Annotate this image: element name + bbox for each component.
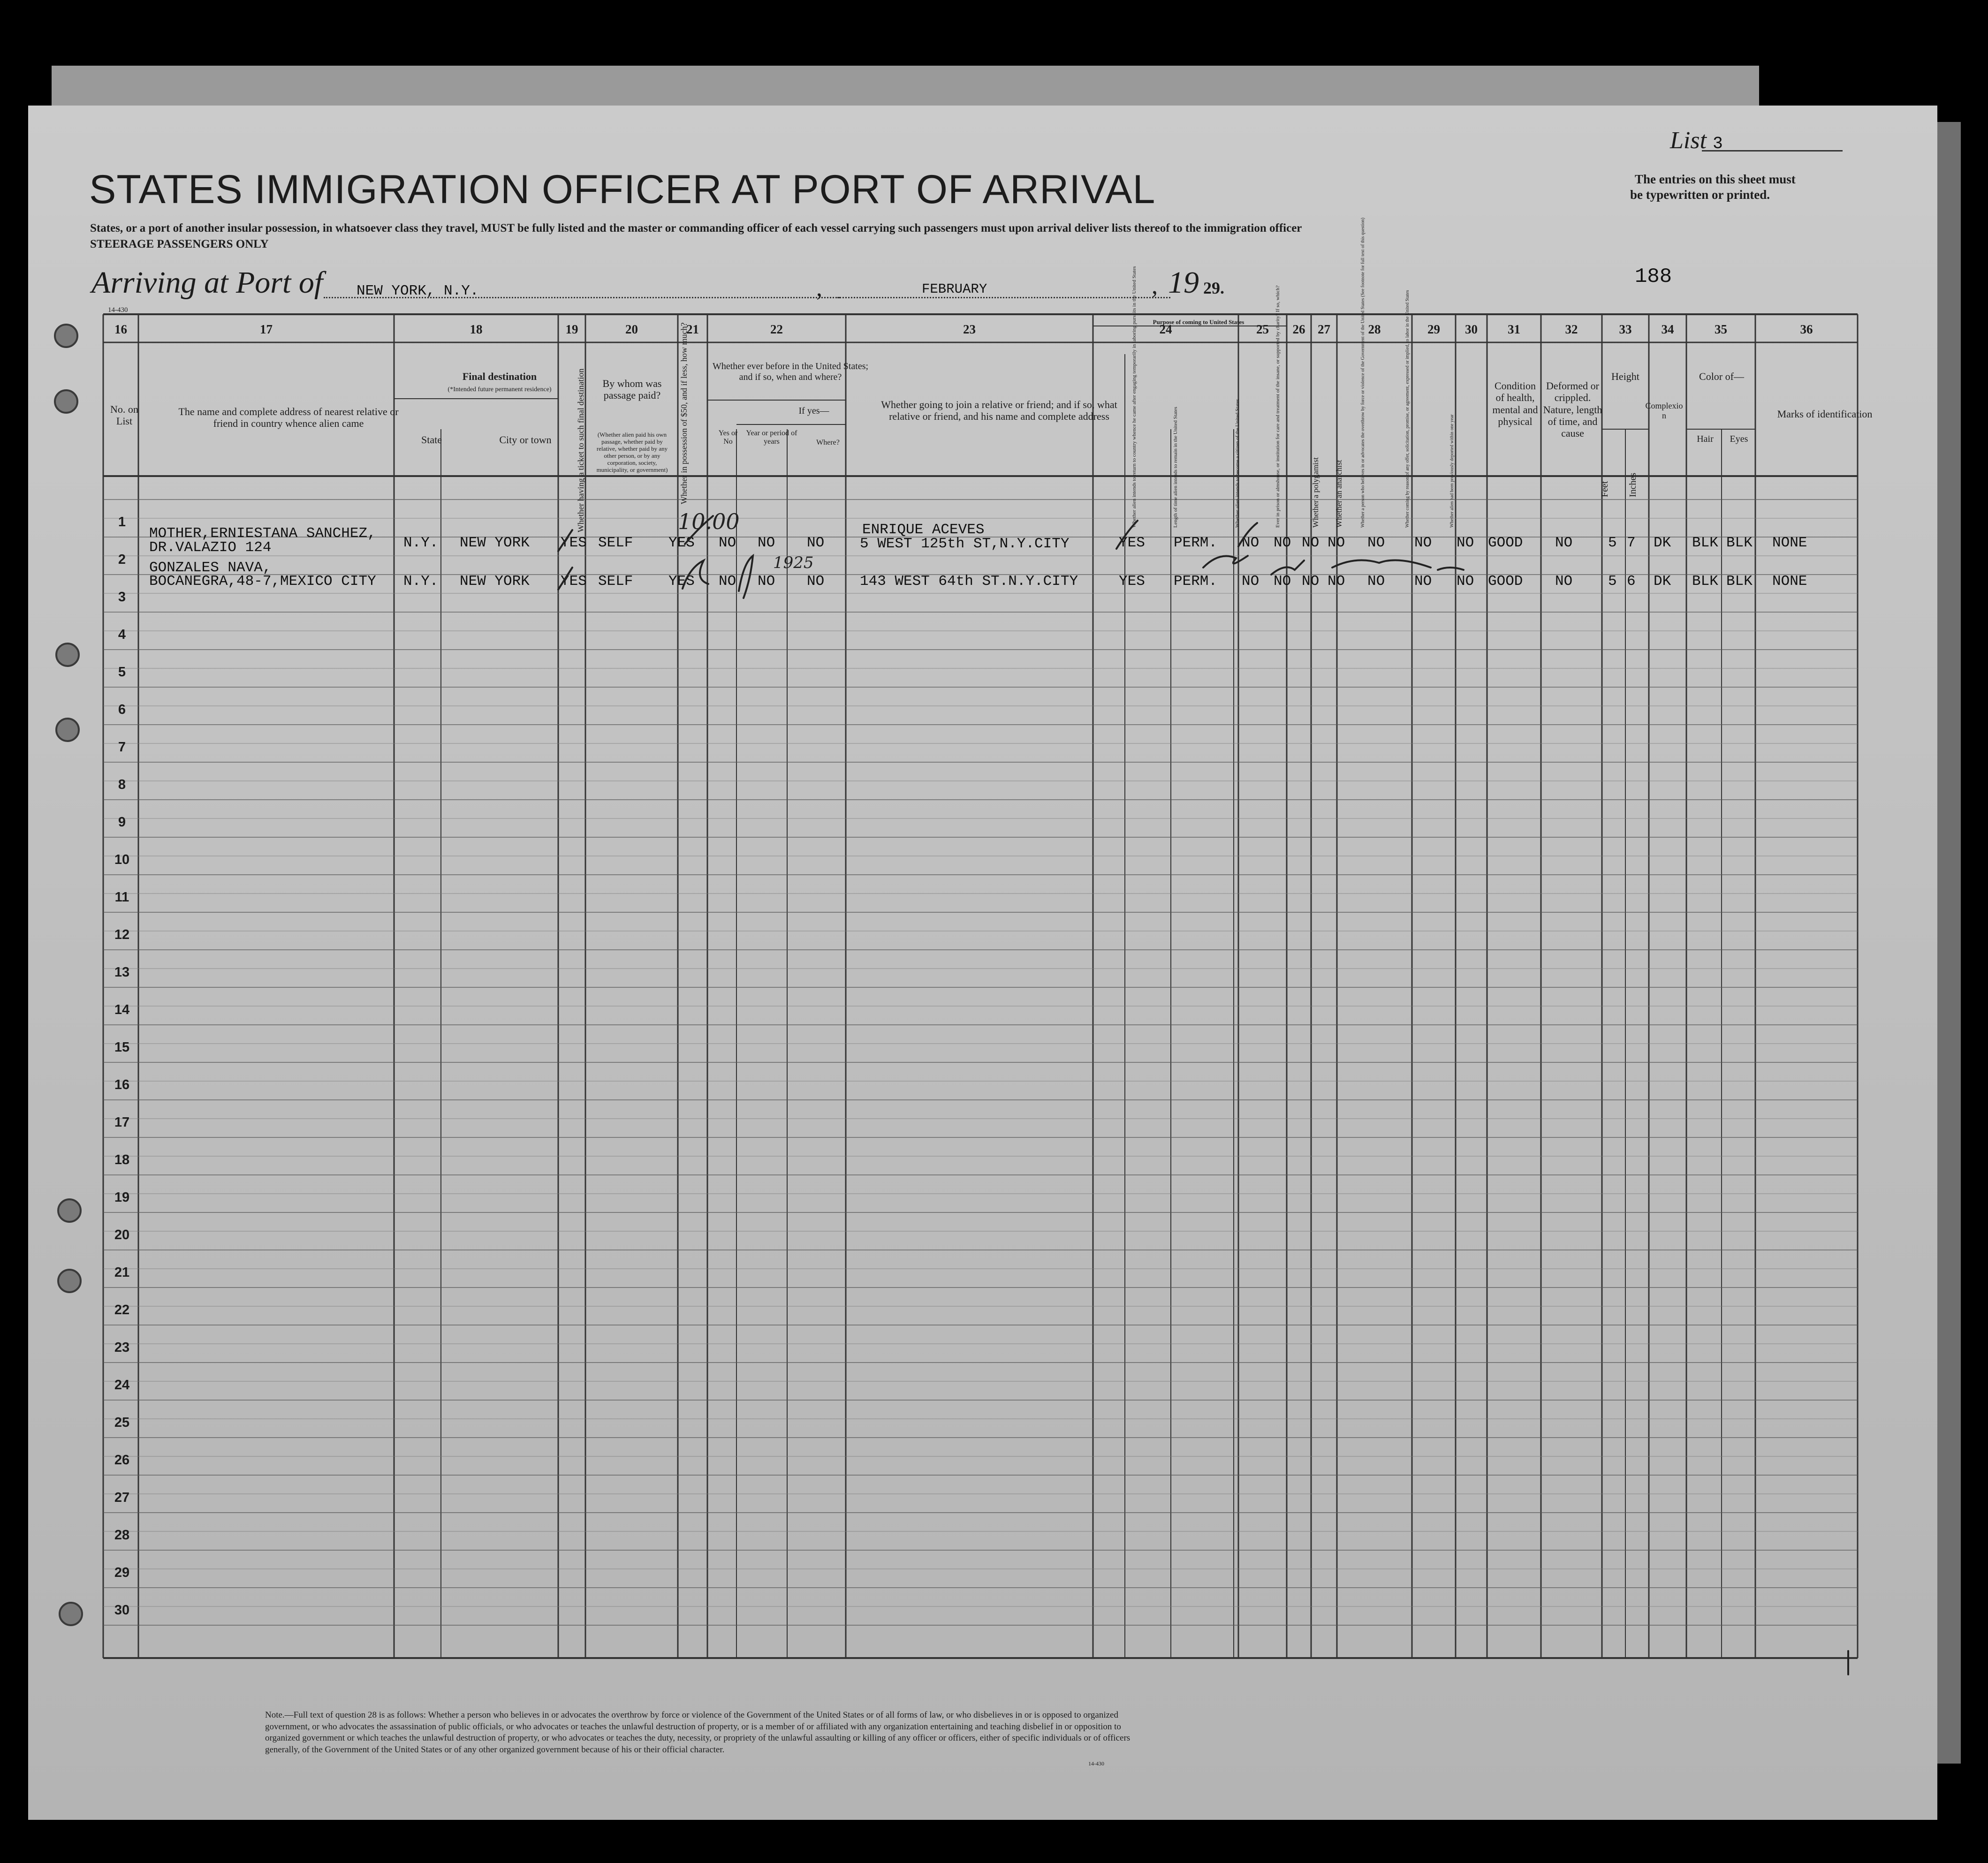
- row-2-length: PERM.: [1174, 573, 1218, 590]
- row-1-polygamist: NO: [1302, 535, 1320, 551]
- row-1-before-where: NO: [807, 535, 825, 551]
- row-number: 18: [114, 1152, 130, 1167]
- row-1-relative-line-1: MOTHER,ERNIESTANA SANCHEZ,: [149, 525, 376, 542]
- row-2-anarchist: NO: [1328, 573, 1345, 590]
- row-1-return: YES: [1119, 535, 1145, 551]
- col-27-header: Whether an anarchist: [1335, 460, 1343, 528]
- row-number: 22: [114, 1303, 130, 1318]
- row-number: 21: [114, 1265, 130, 1280]
- column-number: 24: [1159, 322, 1172, 336]
- list-label: List 3: [1670, 127, 1723, 154]
- length-scribble: [1203, 556, 1248, 568]
- column-number: 23: [963, 322, 976, 336]
- prison-scribble: [1271, 560, 1304, 575]
- col-22-header: Whether ever before in the United States; and if so, when and where?: [712, 361, 869, 382]
- instruction-line: States, or a port of another insular possession, in whatsoever class they travel, MUST be fully listed and the master or commanding officer of each vessel carrying such passengers must upon arrival deliver lists thereof to the immigration officer: [90, 222, 1302, 235]
- col-18-state: State: [421, 434, 442, 446]
- before-scribble: [739, 556, 753, 598]
- row-1-money-handwritten: 10.00: [678, 509, 740, 534]
- col-36-header: Marks of identification: [1777, 408, 1873, 420]
- col-18-header: Final destination: [462, 371, 537, 382]
- row-2-before: NO: [719, 573, 736, 590]
- col-22-where: Where?: [816, 439, 840, 447]
- column-number: 31: [1508, 322, 1520, 336]
- row-1-before: NO: [719, 535, 736, 551]
- row-2-relative-line-2: BOCANEGRA,48-7,MEXICO CITY: [149, 573, 376, 590]
- column-number: 18: [470, 322, 483, 336]
- row-1-prison: NO: [1274, 535, 1291, 551]
- row-1-paid-by: SELF: [598, 535, 633, 551]
- row-number: 25: [114, 1415, 130, 1430]
- row-1-deported: NO: [1457, 535, 1474, 551]
- row-2-relative-line-1: GONZALES NAVA,: [149, 560, 272, 576]
- col-25-header: Ever in prison or almshouse, or institution for care and treatment of the insane, or supported by charity? If so, which?: [1275, 285, 1281, 528]
- col-35-eyes: Eyes: [1730, 434, 1748, 444]
- row-1-join-line-1: ENRIQUE ACEVES: [862, 522, 985, 538]
- row-1-length: PERM.: [1174, 535, 1218, 551]
- row-2-hair: BLK: [1692, 573, 1718, 590]
- port-value: NEW YORK, N.Y.: [357, 283, 479, 299]
- col-34-header: Complexion: [1645, 401, 1683, 420]
- row-1-offer: NO: [1414, 535, 1432, 551]
- row-2-before-year: NO: [758, 573, 775, 590]
- column-number: 29: [1427, 322, 1440, 336]
- column-number: 30: [1465, 322, 1478, 336]
- row-number: 19: [114, 1190, 130, 1205]
- row-number: 11: [114, 890, 129, 905]
- row-number: 13: [114, 965, 130, 980]
- row-number: 29: [114, 1565, 130, 1580]
- row-1-marks: NONE: [1772, 535, 1807, 551]
- row-number: 16: [114, 1077, 130, 1092]
- row-number: 7: [118, 740, 126, 755]
- row-2-prison: NO: [1274, 573, 1291, 590]
- row-2-before-where: NO: [807, 573, 825, 590]
- footnote: Note.—Full text of question 28 is as follows: Whether a person who believes in or advocates the overthrow by force or violence of the Government of the United States or of all forms of law, or who disbelieves in or is opposed to organized government, or who advocates the assassination of public officials, or who advocates or teaches the unlawful destruction of property, or is a member of or affiliated with any organization entertaining and teaching disbelief in or opposition to organized government or which teaches the unlawful destruction of property, or who advocates or teaches the duty, necessity, or propriety of the unlawful assaulting or killing of any officer or officers, either of specific individuals or of officers generally, of the Government of the United States or of any other organized government because of his or their official character.: [265, 1710, 1131, 1755]
- row-number: 20: [114, 1227, 130, 1242]
- col-33-feet: Feet: [1600, 481, 1610, 497]
- row-1-anarchist: NO: [1328, 535, 1345, 551]
- col-26-header: Whether a polygamist: [1311, 457, 1320, 528]
- col-16-header: No. on List: [110, 403, 138, 427]
- handwritten-note: [1332, 560, 1431, 568]
- year-suffix: 29.: [1203, 279, 1224, 297]
- manifest-sheet: List 3 STATES IMMIGRATION OFFICER AT PORT OF ARRIVAL The entries on this sheet must be typewritten or printed. States, or a port of another insular possession, in whatsoever class they travel, MUST be fully listed and the master or commanding officer of each vessel carrying such passengers must upon arrival deliver lists thereof to the immigration officer STEERAGE PASSENGERS ONLY Arriving at Port of NEW YORK, N.Y. , FEBRUARY , 19 29. 188 14-430 16 17 18 19 20 21 22 23 24 25 26 27 28 29 30 31 32 33 34 35 36 No. on List The name and complete address of nearest relative or friend in country whence alien came Final destination (*Intended future permanent residence) State City or town Whether having a ticket to such final destination By whom was passage paid? (Whether alien paid his own passage, whether paid by relative, whether paid by any other person, or by any corporation, society, municipality, or government) Whether in possession of $50, and if less, how much? Whether ever before in the United States; and if so, when and where? If yes— Yes or No Year or period of years Where? Whether going to join a relative or friend; and if so, what relative or friend, and his name and complete address Purpose of coming to United States Whether alien intends to return to country whence he came after engaging temporarily in laboring pursuits in the United States Length of time alien intends to remain in the United States Whether alien intends to become a citizen of the United States Ever in prison or almshouse, or institution for care and treatment of the insane, or supported by charity? If so, which? Whether a polygamist Whether an anarchist Whether a person who believes in or advocates the overthrow by force or violence of the Government of the United States (See footnote for full text of this question) Whether coming by reason of any offer, solicitation, promise, or agreement, expressed or implied, to labor in the United States Whether alien had been previously deported within one year Condition of health, mental and physical Deformed or crippled. Nature, length of time, and cause Height Feet Inches Complexion Color of— Hair Eyes Marks of identification 1 2 3 4 5 6 7 8 9 10 11 12 13 14 15 16 17 18 19 20 21 22 23 24 25 26 27 28 29 30 MOTHER,ERNIESTANA SANCHEZ, DR.VALAZIO 124 N.Y. NEW YORK YES SELF YES 10.00 NO NO NO ENRIQUE ACEVES 5 WEST 125th ST,N.Y.CITY YES PERM. NO NO NO NO NO NO NO GOOD NO 5 7 DK BLK BLK NONE GONZALES NAVA, BOCANEGRA,48-7,MEXICO CITY N.Y. NEW YORK YES SELF YES NO NO 1925 NO 143 WEST 64th ST.N.Y.CITY YES PERM. NO NO NO NO NO NO NO GOOD NO 5 6 DK BLK BLK NONE Note.—Full text of question 28 is as follows: Whether a person who believes in or advocates the overthrow by force or violence of the Government of the United States or of all forms of law, or who disbelieves in or is opposed to organized government, or who advocates the assassination of public officials, or who advocates or teaches the unlawful destruction of property, or is a member of or affiliated with any organization entertaining and teaching disbelief in or opposition to organized government or which teaches the unlawful destruction of property, or who advocates or teaches the duty, necessity, or propriety of the unlawful assaulting or killing of any officer or officers, either of specific individuals or of officers generally, of the Government of the United States or of any other organized government because of his or their official character. 14-430: [28, 106, 1937, 1820]
- column-number: 27: [1318, 322, 1330, 336]
- row-2-state: N.Y.: [403, 573, 439, 590]
- col-22-if-yes: If yes—: [798, 406, 829, 416]
- row-number: 6: [118, 702, 126, 717]
- col-24-b: Length of time alien intends to remain in the United States: [1173, 407, 1178, 528]
- month-value: FEBRUARY: [922, 281, 987, 297]
- column-number: 19: [565, 322, 578, 336]
- steerage-label: STEERAGE PASSENGERS ONLY: [90, 238, 269, 250]
- row-2-marks: NONE: [1772, 573, 1807, 590]
- row-1-money: YES: [668, 535, 695, 551]
- tick-mark: [558, 530, 572, 551]
- row-1-relative-line-2: DR.VALAZIO 124: [149, 539, 272, 556]
- row-1-city: NEW YORK: [460, 535, 530, 551]
- tick-mark: [1116, 521, 1138, 549]
- row-1-inches: 7: [1627, 535, 1636, 551]
- row-2-polygamist: NO: [1302, 573, 1320, 590]
- row-2-complexion: DK: [1654, 573, 1671, 590]
- column-number: 35: [1715, 322, 1727, 336]
- row-2-deformed: NO: [1555, 573, 1573, 590]
- row-number: 8: [118, 777, 126, 792]
- column-number: 34: [1661, 322, 1674, 336]
- col-29-header: Whether coming by reason of any offer, solicitation, promise, or agreement, expressed or implied, to labor in the United States: [1405, 290, 1410, 528]
- col-30-header: Whether alien had been previously deported within one year: [1449, 414, 1455, 528]
- row-2-inches: 6: [1627, 573, 1636, 590]
- column-number: 28: [1368, 322, 1381, 336]
- year-prefix: 19: [1168, 265, 1199, 300]
- handwritten-note: [1438, 568, 1464, 570]
- row-number: 5: [118, 665, 126, 680]
- row-1-hair: BLK: [1692, 535, 1718, 551]
- col-35-hair: Hair: [1697, 434, 1714, 444]
- column-number: 16: [114, 322, 127, 336]
- row-2-overthrow: NO: [1367, 573, 1385, 590]
- money-scribble: [683, 560, 708, 589]
- column-number: 21: [686, 322, 699, 336]
- handwritten-marks: [28, 106, 1937, 1820]
- row-2-before-year-handwritten: 1925: [773, 553, 814, 572]
- row-1-ticket: YES: [561, 535, 587, 551]
- row-2-money: YES: [668, 573, 695, 590]
- row-number: 26: [114, 1453, 130, 1468]
- row-2-return: YES: [1119, 573, 1145, 590]
- row-1-before-year: NO: [758, 535, 775, 551]
- col-28-header: Whether a person who believes in or advocates the overthrow by force or violence of the Government of the United States (See footnote for full text of this question): [1360, 218, 1366, 528]
- col-24-header: Purpose of coming to United States: [1153, 318, 1244, 326]
- row-2-offer: NO: [1414, 573, 1432, 590]
- col-35-header: Color of—: [1699, 371, 1744, 382]
- col-17-header: The name and complete address of nearest relative or friend in country whence alien came: [178, 406, 399, 430]
- row-2-city: NEW YORK: [460, 573, 530, 590]
- row-2-ticket: YES: [561, 573, 587, 590]
- row-number: 17: [114, 1115, 130, 1130]
- column-number: 26: [1292, 322, 1305, 336]
- row-1-feet: 5: [1608, 535, 1617, 551]
- entries-note-1: The entries on this sheet must: [1635, 172, 1796, 186]
- row-number: 23: [114, 1340, 130, 1355]
- row-2-feet: 5: [1608, 573, 1617, 590]
- tick-mark: [558, 568, 572, 590]
- row-2-health: GOOD: [1488, 573, 1523, 590]
- row-number: 24: [114, 1378, 130, 1393]
- form-code: 14-430: [108, 306, 128, 314]
- col-18-note: (*Intended future permanent residence): [448, 386, 552, 393]
- citizen-scribble: [1238, 523, 1257, 546]
- money-scribble: [685, 516, 713, 544]
- row-2-paid-by: SELF: [598, 573, 633, 590]
- column-number: 25: [1256, 322, 1269, 336]
- row-2-eyes: BLK: [1726, 573, 1753, 590]
- column-number: 20: [625, 322, 638, 336]
- row-2-deported: NO: [1457, 573, 1474, 590]
- col-18-city: City or town: [499, 434, 552, 446]
- row-number: 2: [118, 552, 126, 567]
- row-1-join-line-2: 5 WEST 125th ST,N.Y.CITY: [860, 536, 1070, 552]
- row-number: 30: [114, 1603, 130, 1618]
- column-number: 33: [1619, 322, 1632, 336]
- page-number: 188: [1635, 265, 1672, 288]
- col-22-year: Year or period of years: [746, 429, 797, 446]
- row-number: 28: [114, 1528, 130, 1543]
- col-24-c: Whether alien intends to become a citizen of the United States: [1235, 399, 1240, 528]
- col-19-header: Whether having a ticket to such final destination: [576, 368, 585, 532]
- column-number: 22: [770, 322, 783, 336]
- column-number: 36: [1800, 322, 1813, 336]
- form-title: STATES IMMIGRATION OFFICER AT PORT OF ARRIVAL: [89, 167, 1156, 212]
- row-number: 27: [114, 1490, 130, 1505]
- col-20-header: By whom was passage paid?: [602, 378, 662, 401]
- col-33-header: Height: [1611, 371, 1639, 382]
- col-32-header: Deformed or crippled. Nature, length of time, and cause: [1543, 380, 1602, 439]
- row-number: 12: [114, 927, 130, 942]
- col-20-note: (Whether alien paid his own passage, whether paid by relative, whether paid by any other person, or by any corporation, society, municipality, or government): [596, 431, 668, 473]
- row-2-citizen: NO: [1242, 573, 1260, 590]
- column-number: 32: [1565, 322, 1578, 336]
- entries-note-2: be typewritten or printed.: [1630, 188, 1770, 202]
- row-1-citizen: NO: [1242, 535, 1260, 551]
- row-1-overthrow: NO: [1367, 535, 1385, 551]
- col-23-header: Whether going to join a relative or friend; and if so, what relative or friend, and his name and complete address: [881, 399, 1117, 423]
- row-number: 10: [114, 852, 130, 867]
- row-1-eyes: BLK: [1726, 535, 1753, 551]
- col-21-header: Whether in possession of $50, and if less, how much?: [679, 322, 689, 504]
- footnote-code: 14-430: [1088, 1760, 1104, 1767]
- col-24-a: Whether alien intends to return to country whence he came after engaging temporarily in laboring pursuits in the United States: [1131, 266, 1137, 528]
- col-22-yes-no: Yes or No: [718, 429, 738, 446]
- row-1-state: N.Y.: [403, 535, 439, 551]
- row-number: 1: [118, 515, 126, 530]
- row-number: 4: [118, 627, 126, 642]
- row-number: 15: [114, 1040, 130, 1055]
- row-number: 14: [114, 1002, 130, 1017]
- row-number: 9: [118, 815, 126, 830]
- row-1-health: GOOD: [1488, 535, 1523, 551]
- row-1-complexion: DK: [1654, 535, 1671, 551]
- row-1-deformed: NO: [1555, 535, 1573, 551]
- column-number: 17: [260, 322, 273, 336]
- arriving-label: Arriving at Port of: [91, 265, 323, 300]
- row-2-join-line-2: 143 WEST 64th ST.N.Y.CITY: [860, 573, 1078, 590]
- col-33-inches: Inches: [1628, 472, 1638, 497]
- row-number: 3: [118, 590, 126, 605]
- col-31-header: Condition of health, mental and physical: [1492, 380, 1538, 427]
